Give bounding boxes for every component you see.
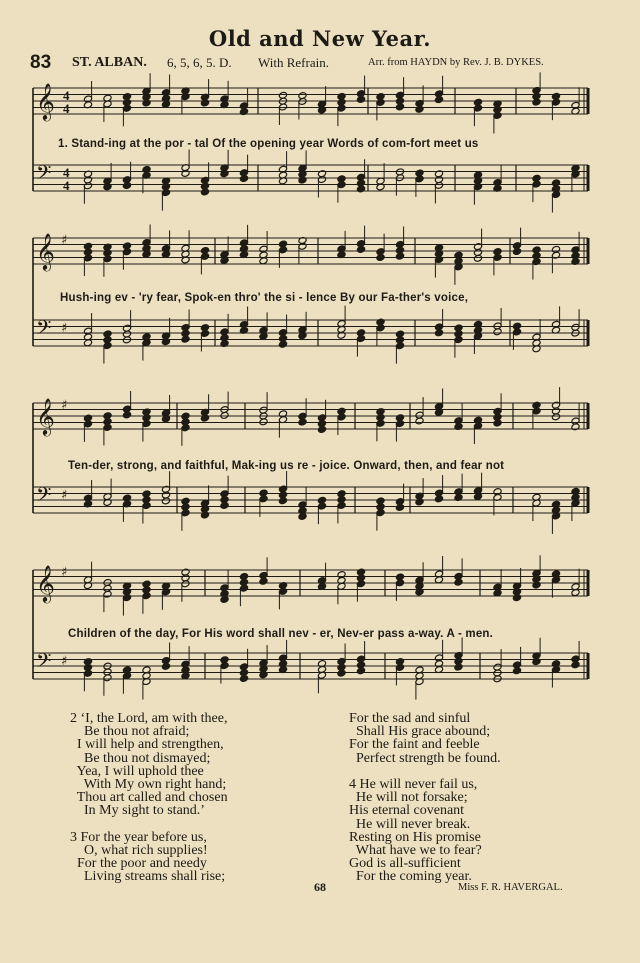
note-head — [200, 511, 209, 519]
note-head — [356, 96, 365, 104]
lyric-line-1: 1. Stand-ing at the por - tal Of the opening year Words of com-fort meet us — [58, 138, 479, 150]
tempo-direction: With Refrain. — [258, 55, 329, 70]
note-head — [200, 188, 209, 196]
note-head — [415, 417, 424, 425]
bass-clef: 𝄢 — [36, 316, 52, 344]
note-head — [200, 99, 209, 107]
note-head — [298, 418, 307, 426]
meter: 6, 5, 6, 5. D. — [167, 55, 232, 70]
arranger-credit: Arr. from HAYDN by Rev. J. B. DYKES. — [368, 57, 544, 68]
bass-clef: 𝄢 — [36, 483, 52, 511]
note-head — [454, 663, 463, 671]
time-signature: 4 — [63, 178, 70, 193]
author-credit: Miss F. R. HAVERGAL. — [458, 882, 563, 893]
note-head — [259, 577, 268, 585]
note-head — [161, 497, 170, 505]
note-head — [239, 175, 248, 183]
treble-clef: 𝄞 — [36, 82, 55, 120]
note-head — [220, 170, 229, 178]
note-head — [512, 594, 521, 602]
sharp-sign: ♯ — [61, 233, 68, 248]
note-head — [571, 423, 580, 431]
verses-right-column: For the sad and sinful Shall His grace abound; For the faint and feeble Perfect strength be found. 4 He will never fail us, He will not forsake; His eternal covenant He will never break. Resting on His promise What have we to fear? God is all-sufficient For the coming year. — [349, 711, 501, 885]
sharp-sign: ♯ — [61, 565, 68, 580]
note-head — [337, 669, 346, 677]
note-head — [161, 338, 170, 346]
note-head — [512, 248, 521, 256]
tune-name: ST. ALBAN. — [72, 55, 147, 70]
verses-left-column: 2 ‘I, the Lord, am with thee, Be thou not afraid; I will help and strengthen, Be thou not dismayed; Yea, I will uphold thee With My own right hand; Thou art called and chosen In My sight to stand.’ 3 For the year before us, O, what rich supplies! For the poor and needy Living streams shall rise; — [70, 711, 228, 885]
sharp-sign: ♯ — [61, 654, 68, 669]
note-head — [532, 581, 541, 589]
note-head — [415, 105, 424, 113]
note-head — [434, 329, 443, 337]
note-head — [239, 675, 248, 683]
note-head — [161, 662, 170, 670]
note-head — [356, 185, 365, 193]
lyric-line-4: Children of the day, For His word shall nev - er, Nev-er pass a-way. A - men. — [68, 628, 494, 640]
time-signature: 4 — [63, 88, 70, 103]
note-head — [356, 667, 365, 675]
sharp-sign: ♯ — [61, 321, 68, 336]
sharp-sign: ♯ — [61, 488, 68, 503]
note-head — [298, 176, 307, 184]
note-head — [181, 335, 190, 343]
note-head — [122, 411, 131, 419]
note-head — [220, 596, 229, 604]
note-head — [434, 495, 443, 503]
time-signature: 4 — [63, 101, 70, 116]
note-head — [395, 504, 404, 512]
treble-clef: 𝄞 — [36, 232, 55, 270]
hymn-number: 83 — [30, 52, 52, 73]
sharp-sign: ♯ — [61, 398, 68, 413]
note-head — [142, 99, 151, 107]
bass-clef: 𝄢 — [36, 161, 52, 189]
lyric-line-2: Hush-ing ev - 'ry fear, Spok-en thro' the si - lence By our Fa-ther's voice, — [60, 292, 469, 304]
note-head — [220, 411, 229, 419]
note-head — [571, 661, 580, 669]
note-head — [376, 254, 385, 262]
note-head — [551, 413, 560, 421]
note-head — [395, 252, 404, 260]
note-head — [298, 513, 307, 521]
page-title: Old and New Year. — [208, 26, 432, 51]
note-head — [395, 103, 404, 111]
note-head — [415, 498, 424, 506]
note-head — [278, 340, 287, 348]
time-signature: 4 — [63, 165, 70, 180]
note-head — [493, 419, 502, 427]
note-head — [220, 502, 229, 510]
note-head — [493, 328, 502, 336]
page-number: 68 — [314, 880, 326, 894]
treble-clef: 𝄞 — [36, 397, 55, 435]
note-head — [532, 98, 541, 106]
note-head — [200, 414, 209, 422]
note-head — [532, 658, 541, 666]
note-head — [434, 96, 443, 104]
note-head — [259, 418, 268, 426]
note-head — [122, 182, 131, 190]
lyric-line-3: Ten-der, strong, and faithful, Mak-ing us re - joice. Onward, then, and fear not — [68, 460, 505, 472]
note-head — [317, 426, 326, 434]
note-head — [278, 497, 287, 505]
note-head — [473, 254, 482, 262]
treble-clef: 𝄞 — [36, 564, 55, 602]
note-head — [181, 170, 190, 178]
note-head — [356, 245, 365, 253]
note-head — [512, 667, 521, 675]
note-head — [454, 578, 463, 586]
bass-clef: 𝄢 — [36, 649, 52, 677]
